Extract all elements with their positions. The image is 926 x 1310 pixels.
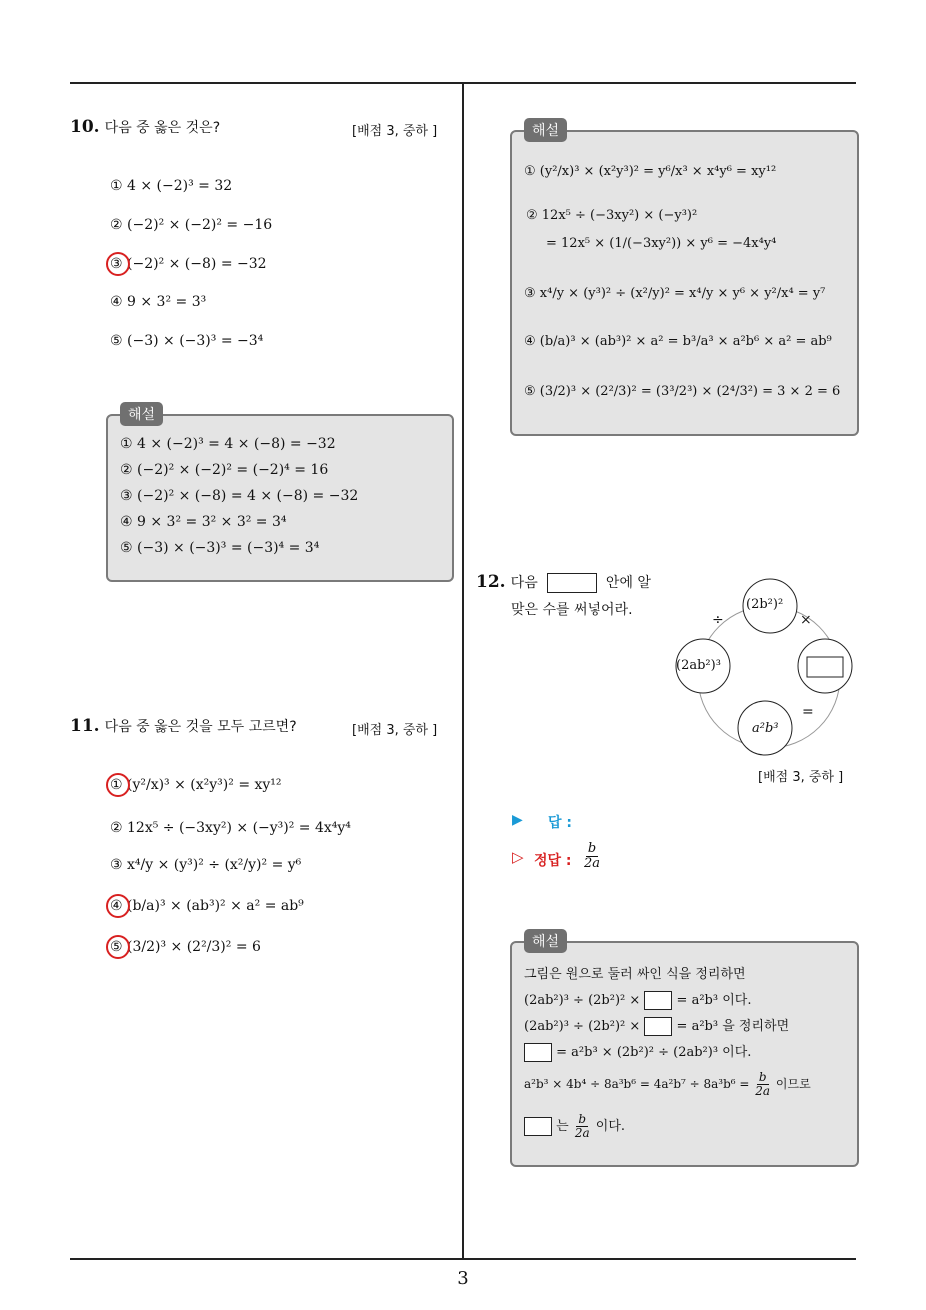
play-icon: ▶ [512, 812, 523, 828]
question-number: 11. [70, 716, 100, 736]
bottom-rule [70, 1258, 856, 1260]
solution-line: ② 12x⁵ ÷ (−3xy²) × (−y³)² [526, 208, 698, 223]
solution-line: ③ x⁴/y × (y³)² ÷ (x²/y)² = x⁴/y × y⁶ × y²/x⁴ = y⁷ [524, 286, 826, 301]
page-number: 3 [457, 1268, 469, 1289]
solution-box-10 [106, 414, 454, 582]
solution-line: ④ (b/a)³ × (ab³)² × a² = b³/a³ × a²b⁶ × a² = ab⁹ [524, 334, 832, 349]
selected-answer-mark [106, 252, 130, 276]
question-12-header [476, 572, 651, 593]
solution-text: = a²b³ × (2b²)² ÷ (2ab²)³ 이다. [556, 1045, 752, 1060]
option-4[interactable]: ④ 9 × 3² = 3³ [110, 294, 207, 310]
solution-blank [524, 1117, 552, 1136]
solution-text: 는 [556, 1119, 569, 1135]
question-text: 다음 [510, 575, 538, 591]
solution-line: = 12x⁵ × (1/(−3xy²)) × y⁶ = −4x⁴y⁴ [546, 236, 777, 251]
question-text: 다음 중 옳은 것을 모두 고르면? [104, 719, 297, 735]
question-11-header [70, 716, 297, 736]
option-3[interactable]: ③ x⁴/y × (y³)² ÷ (x²/y)² = y⁶ [110, 857, 302, 873]
option-5[interactable]: ⑤ (3/2)³ × (2²/3)² = 6 [110, 939, 261, 955]
diagram-node-left: (2ab²)³ [676, 658, 721, 673]
correct-answer-label: 정답 : [534, 853, 572, 869]
solution-line: ② (−2)² × (−2)² = (−2)⁴ = 16 [120, 462, 329, 478]
option-4[interactable]: ④ (b/a)³ × (ab³)² × a² = ab⁹ [110, 898, 304, 914]
answer-blank [547, 573, 597, 593]
solution-text: = a²b³ 을 정리하면 [676, 1019, 790, 1034]
question-text: 맞은 수를 써넣어라. [511, 602, 633, 618]
question-number: 10. [70, 117, 100, 137]
answer-label: 답 : [548, 815, 572, 831]
solution-line [524, 1071, 811, 1098]
solution-text: a²b³ × 4b⁴ ÷ 8a³b⁶ = 4a²b⁷ ÷ 8a³b⁶ = [524, 1077, 750, 1092]
solution-line: 그림은 원으로 둘러 싸인 식을 정리하면 [524, 967, 746, 982]
solution-text: (2ab²)³ ÷ (2b²)² × [524, 1019, 641, 1034]
score-label: [배점 3, 중하 ] [352, 723, 438, 738]
question-text: 안에 알 [605, 575, 651, 591]
diagram-node-top: (2b²)² [746, 597, 784, 612]
solution-box-11 [510, 130, 859, 436]
times-operator: × [800, 612, 812, 628]
solution-blank [644, 1017, 672, 1036]
selected-answer-mark [106, 935, 130, 959]
solution-line: ① 4 × (−2)³ = 4 × (−8) = −32 [120, 436, 336, 452]
fraction-denominator: 2a [574, 1126, 590, 1141]
solution-text: (2ab²)³ ÷ (2b²)² × [524, 993, 641, 1008]
column-divider [462, 84, 464, 1259]
solution-text: 이다. [595, 1119, 626, 1135]
fraction-denominator: 2a [584, 856, 601, 872]
selected-answer-mark [106, 894, 130, 918]
correct-answer-value [582, 842, 602, 872]
solution-line [524, 1113, 625, 1140]
solution-line [524, 989, 751, 1010]
solution-line: ⑤ (3/2)³ × (2²/3)² = (3³/2³) × (2⁴/3²) = 3 × 2 = 6 [524, 384, 841, 399]
score-label: [배점 3, 중하 ] [352, 124, 438, 139]
fraction-numerator: b [758, 1070, 767, 1084]
selected-answer-mark [106, 773, 130, 797]
fraction-numerator: b [578, 1112, 587, 1126]
question-number: 12. [476, 572, 506, 592]
solution-tag: 해설 [524, 929, 567, 953]
fraction-denominator: 2a [755, 1084, 771, 1099]
solution-blank [524, 1043, 552, 1062]
solution-tag: 해설 [120, 402, 163, 426]
solution-line: ③ (−2)² × (−8) = 4 × (−8) = −32 [120, 488, 359, 504]
fraction-numerator: b [587, 841, 597, 856]
solution-blank [644, 991, 672, 1010]
question-10-header [70, 117, 220, 137]
option-1[interactable]: ① (y²/x)³ × (x²y³)² = xy¹² [110, 777, 282, 793]
divide-operator: ÷ [712, 612, 724, 628]
question-text: 다음 중 옳은 것은? [104, 120, 221, 136]
option-1[interactable]: ① 4 × (−2)³ = 32 [110, 178, 233, 194]
triangle-outline-icon: ▷ [512, 848, 524, 866]
score-label: [배점 3, 중하 ] [758, 770, 844, 785]
option-2[interactable]: ② (−2)² × (−2)² = −16 [110, 217, 273, 233]
solution-tag: 해설 [524, 118, 567, 142]
solution-text: = a²b³ 이다. [676, 993, 752, 1008]
solution-line: ⑤ (−3) × (−3)³ = (−3)⁴ = 3⁴ [120, 540, 320, 556]
option-2[interactable]: ② 12x⁵ ÷ (−3xy²) × (−y³)² = 4x⁴y⁴ [110, 820, 351, 836]
solution-box-12 [510, 941, 859, 1167]
diagram-node-bottom: a²b³ [752, 721, 779, 736]
option-5[interactable]: ⑤ (−3) × (−3)³ = −3⁴ [110, 333, 264, 349]
solution-line [524, 1041, 751, 1062]
option-3[interactable]: ③ (−2)² × (−8) = −32 [110, 256, 267, 272]
solution-line: ④ 9 × 3² = 3² × 3² = 3⁴ [120, 514, 287, 530]
solution-line: ① (y²/x)³ × (x²y³)² = y⁶/x³ × x⁴y⁶ = xy¹² [524, 164, 777, 179]
equals-operator: = [802, 704, 814, 720]
solution-text: 이므로 [775, 1077, 811, 1092]
node-right-blank [807, 657, 843, 677]
solution-line [524, 1015, 789, 1036]
